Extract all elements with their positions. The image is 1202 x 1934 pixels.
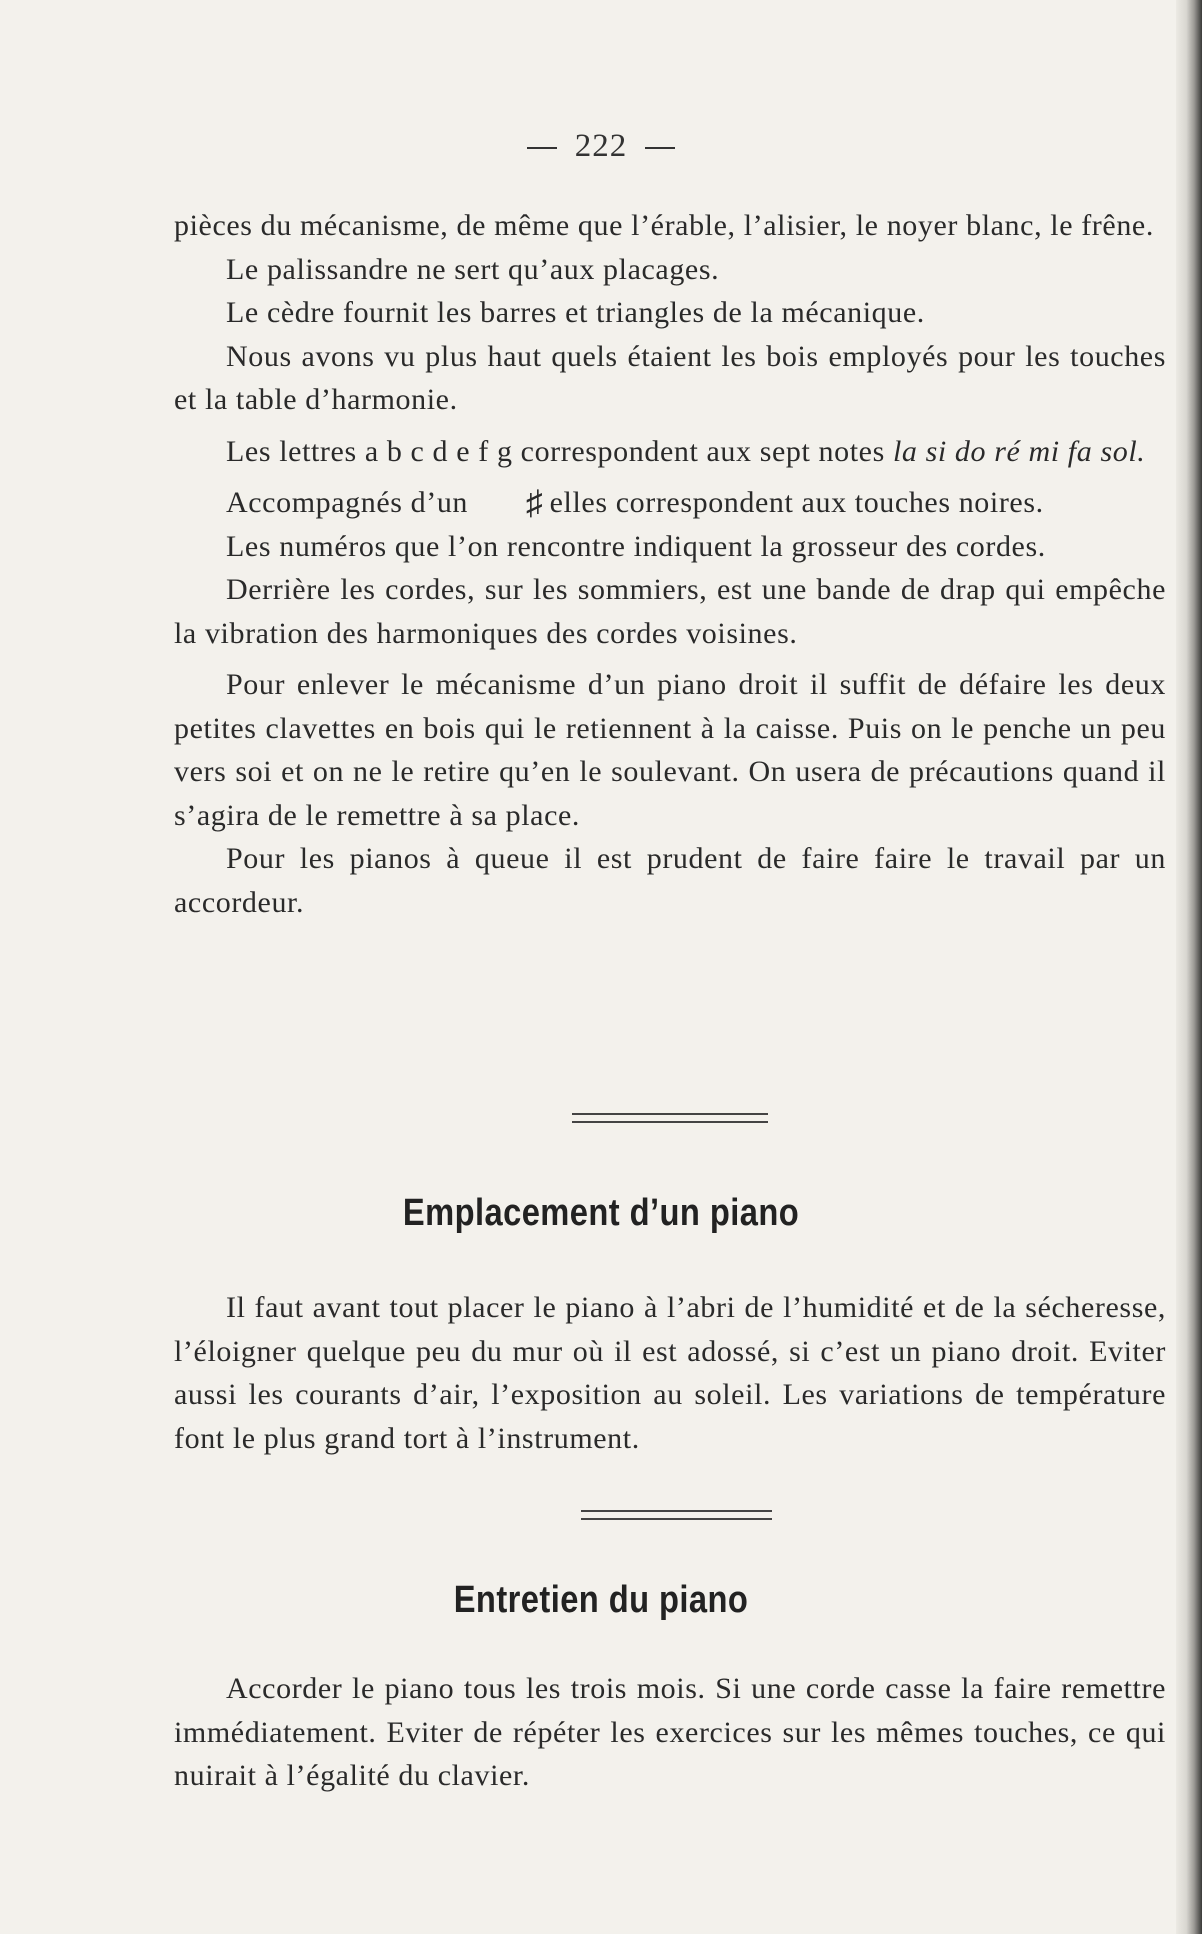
paragraph-derriere: Derrière les cordes, sur les sommiers, est une bande de drap qui empêche la vibration des harmoniques des cordes voisines. xyxy=(174,573,1166,650)
sharp-icon: ♯ xyxy=(526,485,544,522)
paragraph-cedre: Le cèdre fournit les barres et triangles de la mécanique. xyxy=(226,296,925,329)
section2-text-block xyxy=(174,1667,1166,1798)
notes-italic: la si do ré mi fa sol. xyxy=(892,434,1146,468)
paragraph-continuation: pièces du mécanisme, de même que l’érable, l’alisier, le noyer blanc, le frêne. xyxy=(174,209,1154,242)
paragraph-accompagnes xyxy=(174,481,1166,525)
paragraph-entretien: Accorder le piano tous les trois mois. Si une corde casse la faire remettre immédiatement. Eviter de répéter les exercices sur les mêmes touches, ce qui nuirait à l’égalité du clavier. xyxy=(174,1672,1166,1792)
page-number-value: 222 xyxy=(574,128,628,164)
heading-entretien: Entretien du piano xyxy=(453,1579,749,1621)
paragraph-pianos-queue: Pour les pianos à queue il est prudent de faire faire le travail par un accordeur. xyxy=(174,842,1166,919)
section1-text-block xyxy=(174,1286,1166,1460)
paragraph-palissandre: Le palissandre ne sert qu’aux placages. xyxy=(226,252,720,286)
section-divider-2 xyxy=(581,1510,772,1520)
paragraph-emplacement: Il faut avant tout placer le piano à l’abri de l’humidité et de la sécheresse, l’éloigner quelque peu du mur où il est adossé, si c’est un piano droit. Eviter aussi les courants d’air, l’exposition au soleil. Les variations de température font le plus grand tort à l’instrument. xyxy=(174,1291,1166,1455)
page-number-right-dash xyxy=(645,147,675,149)
paragraph-numeros: Les numéros que l’on rencontre indiquent la grosseur des cordes. xyxy=(226,529,1046,563)
accompagnes-text-end: elles correspondent aux touches noires. xyxy=(549,486,1044,519)
page-number-left-dash xyxy=(527,147,557,149)
page-number xyxy=(0,128,1202,165)
paragraph-enlever: Pour enlever le mécanisme d’un piano droit il suffit de défaire les deux petites clavettes en bois qui le retiennent à la caisse. Puis on le penche un peu vers soi et on ne le retire qu’en le soulevant. On usera de précautions quand il s’agira de le remettre à sa place. xyxy=(174,668,1166,832)
accompagnes-text-start: Accompagnés d’un xyxy=(226,486,469,519)
paragraph-bois: Nous avons vu plus haut quels étaient les bois employés pour les touches et la table d’harmonie. xyxy=(174,339,1166,416)
heading-emplacement: Emplacement d’un piano xyxy=(402,1192,800,1234)
section-divider-1 xyxy=(572,1113,768,1123)
paragraph-lettres xyxy=(174,430,1166,474)
page-edge-shadow xyxy=(1176,0,1202,1934)
main-text-block xyxy=(174,204,1166,924)
lettres-text: Les lettres a b c d e f g correspondent aux sept notes xyxy=(226,434,885,468)
